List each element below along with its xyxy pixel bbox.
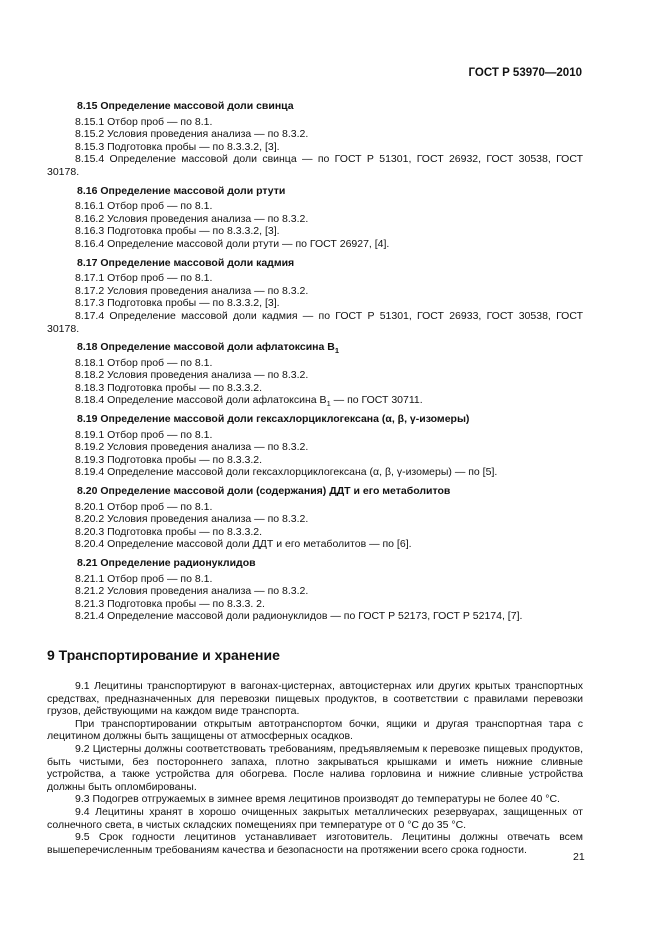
list-item: 8.17.3 Подготовка пробы — по 8.3.3.2, [3].: [75, 297, 280, 310]
paragraph: 9.5 Срок годности лецитинов устанавливает изготовитель. Лецитины должны отвечать всем вышеперечисленным требованиям качества и безопасности на протяжении всего срока годности.: [47, 831, 583, 856]
list-item: 8.21.2 Условия проведения анализа — по 8.3.2.: [75, 585, 309, 598]
section-8-16: [47, 185, 583, 251]
list-item: 8.18.2 Условия проведения анализа — по 8.3.2.: [75, 369, 309, 382]
list-item: 8.16.3 Подготовка пробы — по 8.3.3.2, [3].: [75, 225, 280, 238]
section-title-text: 8.18 Определение массовой доли афлатоксина В: [77, 341, 335, 354]
list-item: 8.17.2 Условия проведения анализа — по 8.3.2.: [75, 284, 309, 297]
list-item: 8.15.2 Условия проведения анализа — по 8.3.2.: [75, 128, 309, 141]
section-8-15: [47, 100, 583, 179]
paragraph: 9.3 Подогрев отгружаемых в зимнее время лецитинов производят до температуры не более 40 °С.: [75, 793, 560, 806]
section-title: [47, 341, 583, 354]
list-item: 8.19.2 Условия проведения анализа — по 8.3.2.: [75, 441, 309, 454]
list-item: 8.15.1 Отбор проб — по 8.1.: [75, 115, 213, 128]
list-item: 8.17.4 Определение массовой доли кадмия — по ГОСТ Р 51301, ГОСТ 26933, ГОСТ 30538, ГОСТ 30178.: [47, 309, 583, 335]
chapter-title: 9 Транспортирование и хранение: [47, 646, 280, 663]
section-title: 8.15 Определение массовой доли свинца: [77, 100, 294, 112]
item-text: — по ГОСТ 30711.: [330, 394, 423, 407]
page-content: [47, 94, 583, 856]
section-title: 8.19 Определение массовой доли гексахлорциклогексана (α, β, γ-изомеры): [77, 413, 470, 426]
list-item: 8.20.2 Условия проведения анализа — по 8.3.2.: [75, 513, 309, 526]
section-8-20: [47, 485, 583, 551]
section-title: 8.16 Определение массовой доли ртути: [77, 184, 286, 197]
list-item: 8.18.1 Отбор проб — по 8.1.: [75, 356, 213, 369]
section-title: 8.17 Определение массовой доли кадмия: [77, 256, 295, 269]
section-8-21: [47, 557, 583, 623]
paragraph: 9.2 Цистерны должны соответствовать требованиям, предъявляемым к перевозке пищевых продуктов, быть чистыми, без постороннего запаха, плотно закрываться крышками и иметь нижние сливные устройства, а также устройства для обогрева. После налива горловина и нижние сливные устройства должны быть опломбированы.: [47, 742, 583, 793]
list-item: 8.15.3 Подготовка пробы — по 8.3.3.2, [3].: [75, 140, 280, 153]
list-item: 8.19.4 Определение массовой доли гексахлорциклогексана (α, β, γ-изомеры) — по [5].: [75, 466, 498, 479]
section-title: 8.20 Определение массовой доли (содержания) ДДТ и его метаболитов: [77, 485, 451, 498]
page-number: 21: [573, 851, 585, 863]
section-8-19: [47, 413, 583, 479]
list-item: 8.19.1 Отбор проб — по 8.1.: [75, 428, 213, 441]
list-item: 8.17.1 Отбор проб — по 8.1.: [75, 272, 213, 285]
list-item: 8.18.3 Подготовка пробы — по 8.3.3.2.: [75, 381, 263, 394]
list-item: 8.16.1 Отбор проб — по 8.1.: [75, 200, 213, 213]
list-item: 8.20.3 Подготовка пробы — по 8.3.3.2.: [75, 525, 263, 538]
list-item: 8.21.4 Определение массовой доли радионуклидов — по ГОСТ Р 52173, ГОСТ Р 52174, [7].: [75, 610, 523, 623]
paragraph: 9.4 Лецитины хранят в хорошо очищенных закрытых металлических резервуарах, защищенных от солнечного света, в чистых складских помещениях при температуре от 0 °С до 35 °С.: [47, 805, 583, 831]
item-text: 8.18.4 Определение массовой доли афлатоксина В: [75, 394, 327, 407]
paragraph: При транспортировании открытым автотранспортом бочки, ящики и другая транспортная тара с лецитином должны быть защищены от атмосферных осадков.: [47, 717, 583, 743]
section-title: 8.21 Определение радионуклидов: [77, 557, 256, 569]
list-item: 8.15.4 Определение массовой доли свинца — по ГОСТ Р 51301, ГОСТ 26932, ГОСТ 30538, ГОСТ 30178.: [47, 153, 583, 178]
list-item: 8.16.4 Определение массовой доли ртути — по ГОСТ 26927, [4].: [75, 237, 390, 250]
subscript: 1: [326, 399, 331, 409]
list-item: 8.20.4 Определение массовой доли ДДТ и его метаболитов — по [6].: [75, 538, 412, 551]
subscript: 1: [334, 346, 340, 356]
paragraph: 9.1 Лецитины транспортируют в вагонах-цистернах, автоцистернах или других крытых транспортных средствах, предназначенных для перевозки пищевых продуктов, в соответствии с правилами перевозки грузов, действующими на каждом виде транспорта.: [47, 679, 583, 718]
section-8-18: [47, 341, 583, 407]
document-code: ГОСТ Р 53970—2010: [468, 67, 582, 79]
list-item: 8.21.3 Подготовка пробы — по 8.3.3. 2.: [75, 597, 265, 610]
list-item: 8.16.2 Условия проведения анализа — по 8.3.2.: [75, 212, 309, 225]
list-item: [47, 394, 583, 407]
list-item: 8.20.1 Отбор проб — по 8.1.: [75, 500, 213, 513]
list-item: 8.19.3 Подготовка пробы — по 8.3.3.2.: [75, 453, 263, 466]
list-item: 8.21.1 Отбор проб — по 8.1.: [75, 572, 213, 585]
section-8-17: [47, 257, 583, 336]
